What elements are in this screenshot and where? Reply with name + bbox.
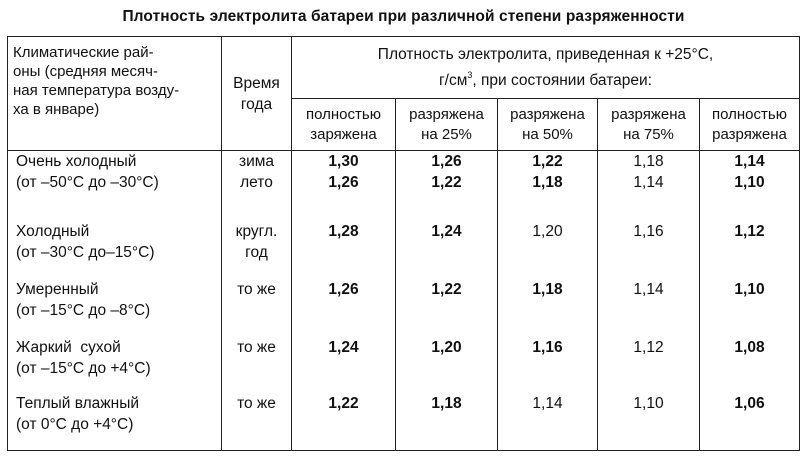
season-cell [222, 393, 292, 451]
value-cell [292, 151, 396, 221]
header-state [396, 99, 498, 151]
season-text: год [245, 243, 268, 261]
value: 1,28 [328, 222, 359, 240]
state-line: на 50% [522, 125, 573, 143]
season-cell [222, 279, 292, 337]
value-cell [700, 221, 800, 279]
state-line: полностью [712, 105, 787, 123]
value-cell [396, 151, 498, 221]
value: 1,22 [431, 174, 462, 191]
value-cell [396, 221, 498, 279]
value-cell [292, 279, 396, 337]
header-region-line: ха в январе) [13, 101, 100, 118]
region-name: Холодный [16, 222, 90, 240]
season-text: то же [237, 394, 276, 412]
header-density-line2 [292, 65, 799, 91]
value-cell [598, 279, 700, 337]
value: 1,26 [328, 280, 359, 298]
value-cell [598, 151, 700, 221]
region-range: (от –30°С до–15°С) [16, 243, 155, 261]
region-cell [8, 337, 222, 393]
header-region-line: Климатические рай- [13, 44, 154, 61]
season-text: лето [240, 174, 273, 191]
season-text: зима [238, 153, 275, 170]
region-range: (от –15°С до –8°С) [16, 301, 151, 319]
table-row [8, 393, 800, 451]
season-text: кругл. [235, 222, 278, 240]
header-density [292, 37, 800, 99]
value: 1,20 [532, 222, 563, 240]
state-line: полностью [306, 105, 381, 123]
value: 1,16 [532, 338, 563, 356]
density-unit-sup: 3 [467, 70, 473, 80]
value: 1,12 [633, 338, 664, 356]
region-cell [8, 221, 222, 279]
state-line: разряжена [409, 105, 484, 123]
region-range: (от –15°С до +4°С) [16, 359, 151, 377]
table-row [8, 337, 800, 393]
region-name: Очень холодный [16, 153, 137, 170]
table-row [8, 221, 800, 279]
value-cell [396, 393, 498, 451]
state-line: на 25% [421, 125, 472, 143]
value-cell [498, 337, 598, 393]
value-cell [598, 393, 700, 451]
value-cell [598, 221, 700, 279]
header-state [598, 99, 700, 151]
value: 1,14 [734, 153, 765, 170]
value: 1,24 [431, 222, 462, 240]
density-line2-text: , при состоянии батареи: [472, 72, 652, 89]
value-cell [292, 393, 396, 451]
header-region-line: ная температура возду- [13, 82, 180, 99]
state-line: разряжена [611, 105, 686, 123]
value: 1,30 [328, 153, 359, 170]
value: 1,10 [734, 280, 765, 298]
density-unit: г/см [439, 72, 468, 89]
value-cell [498, 151, 598, 221]
value-cell [396, 279, 498, 337]
value: 1,14 [633, 174, 664, 191]
value-cell [700, 393, 800, 451]
season-text: то же [237, 280, 276, 298]
table-title: Плотность электролита батареи при различной степени разряженности [122, 8, 685, 25]
value: 1,12 [734, 222, 765, 240]
value: 1,10 [633, 394, 664, 412]
region-cell [8, 151, 222, 221]
value: 1,06 [734, 394, 765, 412]
value: 1,14 [532, 394, 563, 412]
value: 1,22 [328, 394, 359, 412]
region-range: (от –50°С до –30°С) [16, 174, 159, 191]
value-cell [396, 337, 498, 393]
value: 1,18 [431, 394, 462, 412]
value: 1,24 [328, 338, 359, 356]
region-cell [8, 393, 222, 451]
header-state [700, 99, 800, 151]
value: 1,18 [532, 174, 563, 191]
value-cell [700, 337, 800, 393]
region-range: (от 0°С до +4°С) [16, 415, 134, 433]
density-table [7, 36, 800, 451]
value-cell [498, 221, 598, 279]
value: 1,26 [431, 153, 462, 170]
region-cell [8, 279, 222, 337]
value-cell [700, 151, 800, 221]
region-name: Жаркий сухой [16, 338, 121, 356]
value-cell [598, 337, 700, 393]
table-row [8, 279, 800, 337]
season-text: то же [237, 338, 276, 356]
value-cell [498, 279, 598, 337]
season-cell [222, 151, 292, 221]
header-state [498, 99, 598, 151]
header-state [292, 99, 396, 151]
value: 1,16 [633, 222, 664, 240]
value: 1,18 [633, 153, 664, 170]
value: 1,18 [532, 280, 563, 298]
state-line: на 75% [623, 125, 674, 143]
value-cell [498, 393, 598, 451]
header-region-line: оны (средняя месяч- [13, 63, 158, 80]
value: 1,20 [431, 338, 462, 356]
state-line: разряжена [510, 105, 585, 123]
region-name: Теплый влажный [16, 394, 140, 412]
table-row [8, 151, 800, 221]
value: 1,22 [431, 280, 462, 298]
state-line: заряжена [310, 125, 377, 143]
value: 1,14 [633, 280, 664, 298]
value: 1,10 [734, 174, 765, 191]
season-cell [222, 337, 292, 393]
header-density-line1: Плотность электролита, приведенная к +25°С, [377, 46, 714, 63]
header-season-line: года [240, 96, 273, 113]
value-cell [292, 337, 396, 393]
season-cell [222, 221, 292, 279]
region-name: Умеренный [16, 280, 99, 298]
header-region [8, 37, 222, 151]
value: 1,22 [532, 153, 563, 170]
value: 1,08 [734, 338, 765, 356]
header-season-line: Время [233, 75, 280, 92]
header-season [222, 37, 292, 151]
value: 1,26 [328, 174, 359, 191]
state-line: разряжена [712, 125, 787, 143]
value-cell [292, 221, 396, 279]
value-cell [700, 279, 800, 337]
